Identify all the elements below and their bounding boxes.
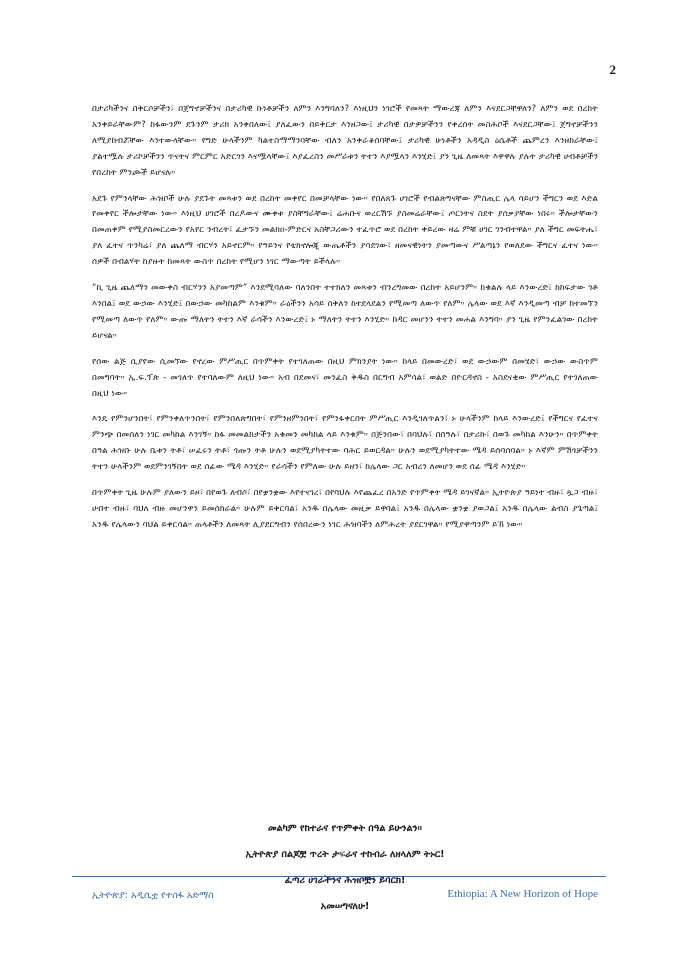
paragraph: “ኪ ጊዜ ጨለማን መውቀስ ብርሃንን አያመጣም” እንደሚባለው ባለንበት ተተክለን መጻቱን ብንረግመው በረከት አይሆንም። ከቁልሉ ላይ እንውረድ፤ ከከፍታው ገቶ እንበል፤ ወደ ውኃው እንሂድ፤ በውኃው መካከልም እንቁም። ራዕችንን አሳይ ሰቅለን ከተደላደልን የሚመጣ ለውጥ የለም። ሌላው ወደ እኛ እንዲመጣ ብቻ ከተመኘን የሚመጣ ለውጥ የለም። ውጡ ማለትን ትተን እኛ ራሳችን እንውረድ፤ ኑ ማለትን ትተን እንሂድ። ከዳር መሆንን ትተን መሐል እንግባ። ያን ጊዜ የምንፈልገው በረከት ይሆናል። — [92, 283, 598, 341]
closing-line: አመሠግናለሁ! — [320, 901, 370, 912]
paragraph: እንዴ የምንሆንበት፣ የምንቀለጥንበት፣ የምንበለጽግበት፣ የምንዘምንበት፣ የምንፋቀርበት ምሥጢር እንዲገለጥልን፣ ኑ ሁላችንም ከላይ እንውረድ፤ የችግርና የፈተና ምንጭ በመሰለን ነገር መካከል እንገኝ። ከፋ መመልከታችን አቁመን መካከል ላይ እንቁም። በጅንበው፣ በባህሉ፣ በበዓሉ፣ በታሪኩ፣ በወጉ መካከል እንሁን። በጥምቀት በዓል ሕዝቡ ሁሉ ቤቱን ትቶ፣ ሠፈሩን ትቶ፣ ጎጡን ትቶ ሁሉን ወደሚያካትተው ባሕር ይወርዳል። ሁሉን ወደሚያካትተው ሜዳ ይሰባሰባል። ኑ እኛም ምሽጎቻችንን ትተን ሁላችንም ወደምንገኝበት ወደ ሰፊው ሜዳ እንሂድ። የራሳችን የምለው ሁሉ ይዘን፣ ከሌላው ጋር አብረን ለመሆን ወደ ሰፊ ሜዳ እንሂድ። — [92, 414, 598, 473]
paragraph: በጥምቀት ጊዜ ሁሉም ያለውን ይዞ፣ በየወጉ ለብሶ፣ በየቋንቋው እየተናገረ፣ በየባህሉ እየጨፈረ በአንድ የጥምቀት ሜዳ ይገናኛል። ኢትዮጵያ ዓይነተ ብዙ፣ ጿጋ ብዙ፣ ሀብተ ብዙ፣ ባህለ ብዙ መሆንዋን ይመሰክራል። ሁሉም ይቀርባል፣ አንዱ በሌላው መዚቃ ይዋባል፤ አንዱ በሌላው ቋንቋ ያወጋል፤ አንዱ በሌላው ልብስ ያጌጣል፤ አንዱ የሌላውን ባህል ይቀርሳል። ጠላቶችን ለመጻት ሊያደርግብን የሰበረውን ነገር ሕዝባችን ለምሕረት ያደርገዋል። የሚያዋጣንም ይኸ ነው። — [92, 488, 598, 530]
footer-title-amharic: ኢትዮጵያ: አዲሲቷ የተስፋ አድማስ — [92, 890, 214, 901]
paragraph: የሰው ልጅ ሲያየው ሲመኘው የኖረው ምሥጢር በጥምቀት የተገለጠው በዚህ ምክንያት ነው። ከላይ በመውረድ፣ ወደ ውኃውም በመሄድ፣ ውኃው ውስጥም በመግባት። ኢ.ፍ.ፕጵ - መገለጥ የተባለውም ለዚህ ነው። አብ በደመና፣ መንፈስ ቅዱስ በርግብ አምሳል፣ ወልድ በዮርዳኖስ - አስደናቂው ምሥጢር የተገለጠው በዚህ ነው። — [92, 356, 598, 399]
footer-divider — [72, 876, 606, 877]
closing-block — [92, 822, 598, 926]
paragraph: በታሪካችንና በቅርሶቻችን፣ በጀግኖቻችንና በታሪካዊ ኩነቶቻችን ለምን እንግባለን? እነዚህን ነገሮች የመጻት ማውረጃ ለምን እናደርጋቸዋለን? ለምን ወደ በረከት አንቀይራቸውም? ከፋውንም ደጉንም ታሪክ አንቀበለው፤ ያለፈውን በይቅርታ እንዘጋው፤ ታሪካዊ በታዎቻችንን የቀረሰት መስሕቦች እናደርጋቸው፤ ጀግኖቻችንን ለሚያከብሯቸው እንተውላቸው። የግድ ሁላችንም ካልተስማማንባቸው ብለን አንቀራቆሰባቸው፤ ታሪካዊ ሁነቶችን አዳዲስ ዕሴቶች ጨምረን እንዘከራቸው፤ ያልተሟሉ ታሪኮቻችንን ጥናትና ምርምር አድርገን እናሟላቸው፤ እያፈረስን መሥራቱን ትተን እያሟላን እንሂድ፤ ያን ጊዜ ለመጻት እዋዋሉ ያሉት ታሪካዊ ሀብቶቻችን የበረከት ምንጮች ይሆናሉ። — [92, 104, 598, 178]
footer-title-english: Ethiopia: A New Horizon of Hope — [447, 888, 598, 900]
closing-line: ኢትዮጵያ በልጆቿ ጥረት ታፍራና ተከብራ ለዘላለም ትኑር! — [245, 849, 445, 860]
page-number: 2 — [609, 62, 616, 77]
closing-line: ፈጣሪ ሀገራችንና ሕዝቦቿን ይባርክ! — [284, 875, 406, 886]
closing-line: መልካም የከተራና የጥምቀት በዓል ይሁንልን። — [268, 823, 422, 834]
body-text — [92, 102, 598, 544]
paragraph: አደጉ የምንላቸው ሕዝቦች ሁሉ ያደጉት መጻቱን ወደ በረከት መቀየር በመቻላቸው ነው። የበለጸጉ ሀገሮች የብልጽግናቸው ምስጢር ሌላ ሳይሆን ችግርን ወደ እድል የመቀየር ችሎታቸው ነው። እነዚህ ሀገሮች በረዶውና ሙቀቱ ያስቸግራቸው፤ ሬሐቡና ወረርሽኙ ያስመሬራቸው፤ ጦርነትና ስደት ያሰቃያቸው ነበሩ። ችሎታቸውን በመጠቀም የሚያስመርረውን የአየር ንብረት፣ ፈታኙን መልክዐ-ምድርና አስቸጋሪውን ተፈጥሮ ወደ በረከት ቀይረው ዛሬ ምቹ ሀገር ገንብተዋል። ያለ ችግር መፍትሔ፣ ያለ ፈተና ጥንካሬ፣ ያለ ጨለማ ብርሃን አይኖርም። የዓይንና የቴክኖሎጂ ውጤቶችን ያሳደገው፣ ዘመናዊነትን ያመጣውና ሥልጣኔን የወለደው ችግርና ፈተና ነው። ሰዎች በብልሃት ከያዙት ከመጻት ውስጥ በረከት የሚሆን ነገር ማውጣት ይችላሉ። — [92, 193, 598, 268]
